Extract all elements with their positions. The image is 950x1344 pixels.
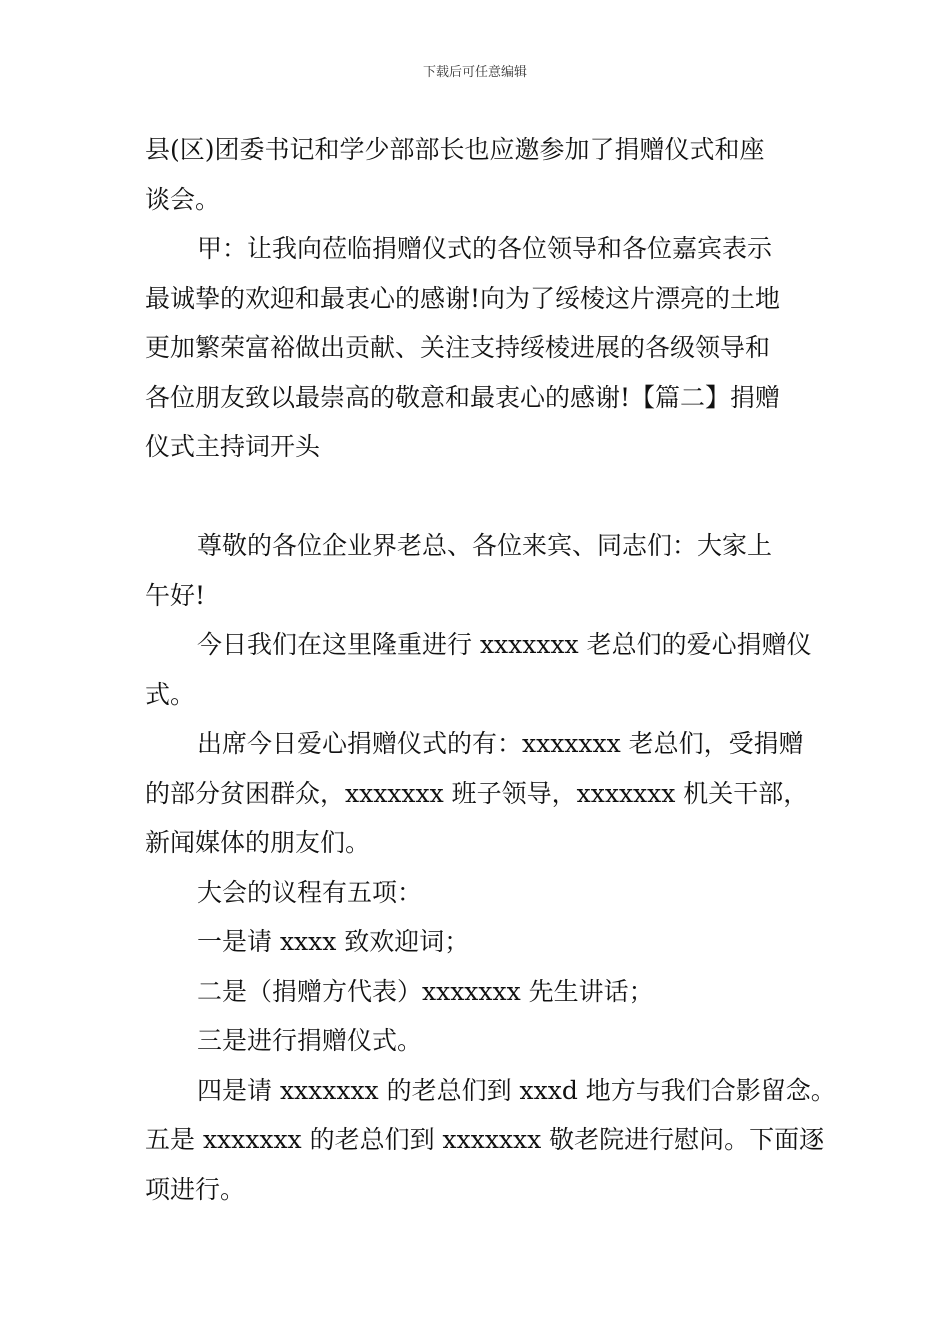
paragraph-gap	[145, 472, 825, 522]
text-line: 午好!	[145, 580, 206, 610]
text-line: 五是 xxxxxxx 的老总们到 xxxxxxx 敬老院进行慰问。下面逐	[145, 1125, 825, 1154]
text-line: 新闻媒体的朋友们。	[145, 828, 371, 857]
text-line: 大会的议程有五项：	[197, 877, 423, 907]
text-line: 二是（捐赠方代表）xxxxxxx 先生讲话；	[197, 976, 654, 1006]
text-line: 四是请 xxxxxxx 的老总们到 xxxd 地方与我们合影留念。	[197, 1075, 836, 1105]
text-line: 谈会。	[145, 184, 221, 214]
text-line: 项进行。	[145, 1174, 246, 1204]
text-line: 三是进行捐赠仪式。	[197, 1026, 423, 1055]
text-line: 最诚挚的欢迎和最衷心的感谢!向为了绥棱这片漂亮的土地	[145, 283, 781, 313]
text-line: 仪式主持词开头	[145, 432, 321, 461]
text-line: 今日我们在这里隆重进行 xxxxxxx 老总们的爱心捐赠仪	[197, 630, 812, 659]
text-line: 县(区)团委书记和学少部部长也应邀参加了捐赠仪式和座	[145, 135, 765, 164]
text-line: 各位朋友致以最崇高的敬意和最衷心的感谢!【篇二】捐赠	[145, 382, 781, 412]
text-line: 尊敬的各位企业界老总、各位来宾、同志们：大家上	[197, 531, 773, 560]
text-line: 甲：让我向莅临捐赠仪式的各位领导和各位嘉宾表示	[197, 234, 773, 263]
text-line: 一是请 xxxx 致欢迎词；	[197, 927, 470, 956]
text-line: 的部分贫困群众，xxxxxxx 班子领导，xxxxxxx 机关干部，	[145, 778, 809, 808]
document-body	[145, 125, 836, 1214]
text-line: 式。	[145, 679, 196, 709]
page-header-note: 下载后可任意编辑	[422, 65, 527, 80]
text-line: 更加繁荣富裕做出贡献、关注支持绥棱进展的各级领导和	[145, 333, 771, 362]
text-line: 出席今日爱心捐赠仪式的有：xxxxxxx 老总们，受捐赠	[197, 729, 804, 758]
